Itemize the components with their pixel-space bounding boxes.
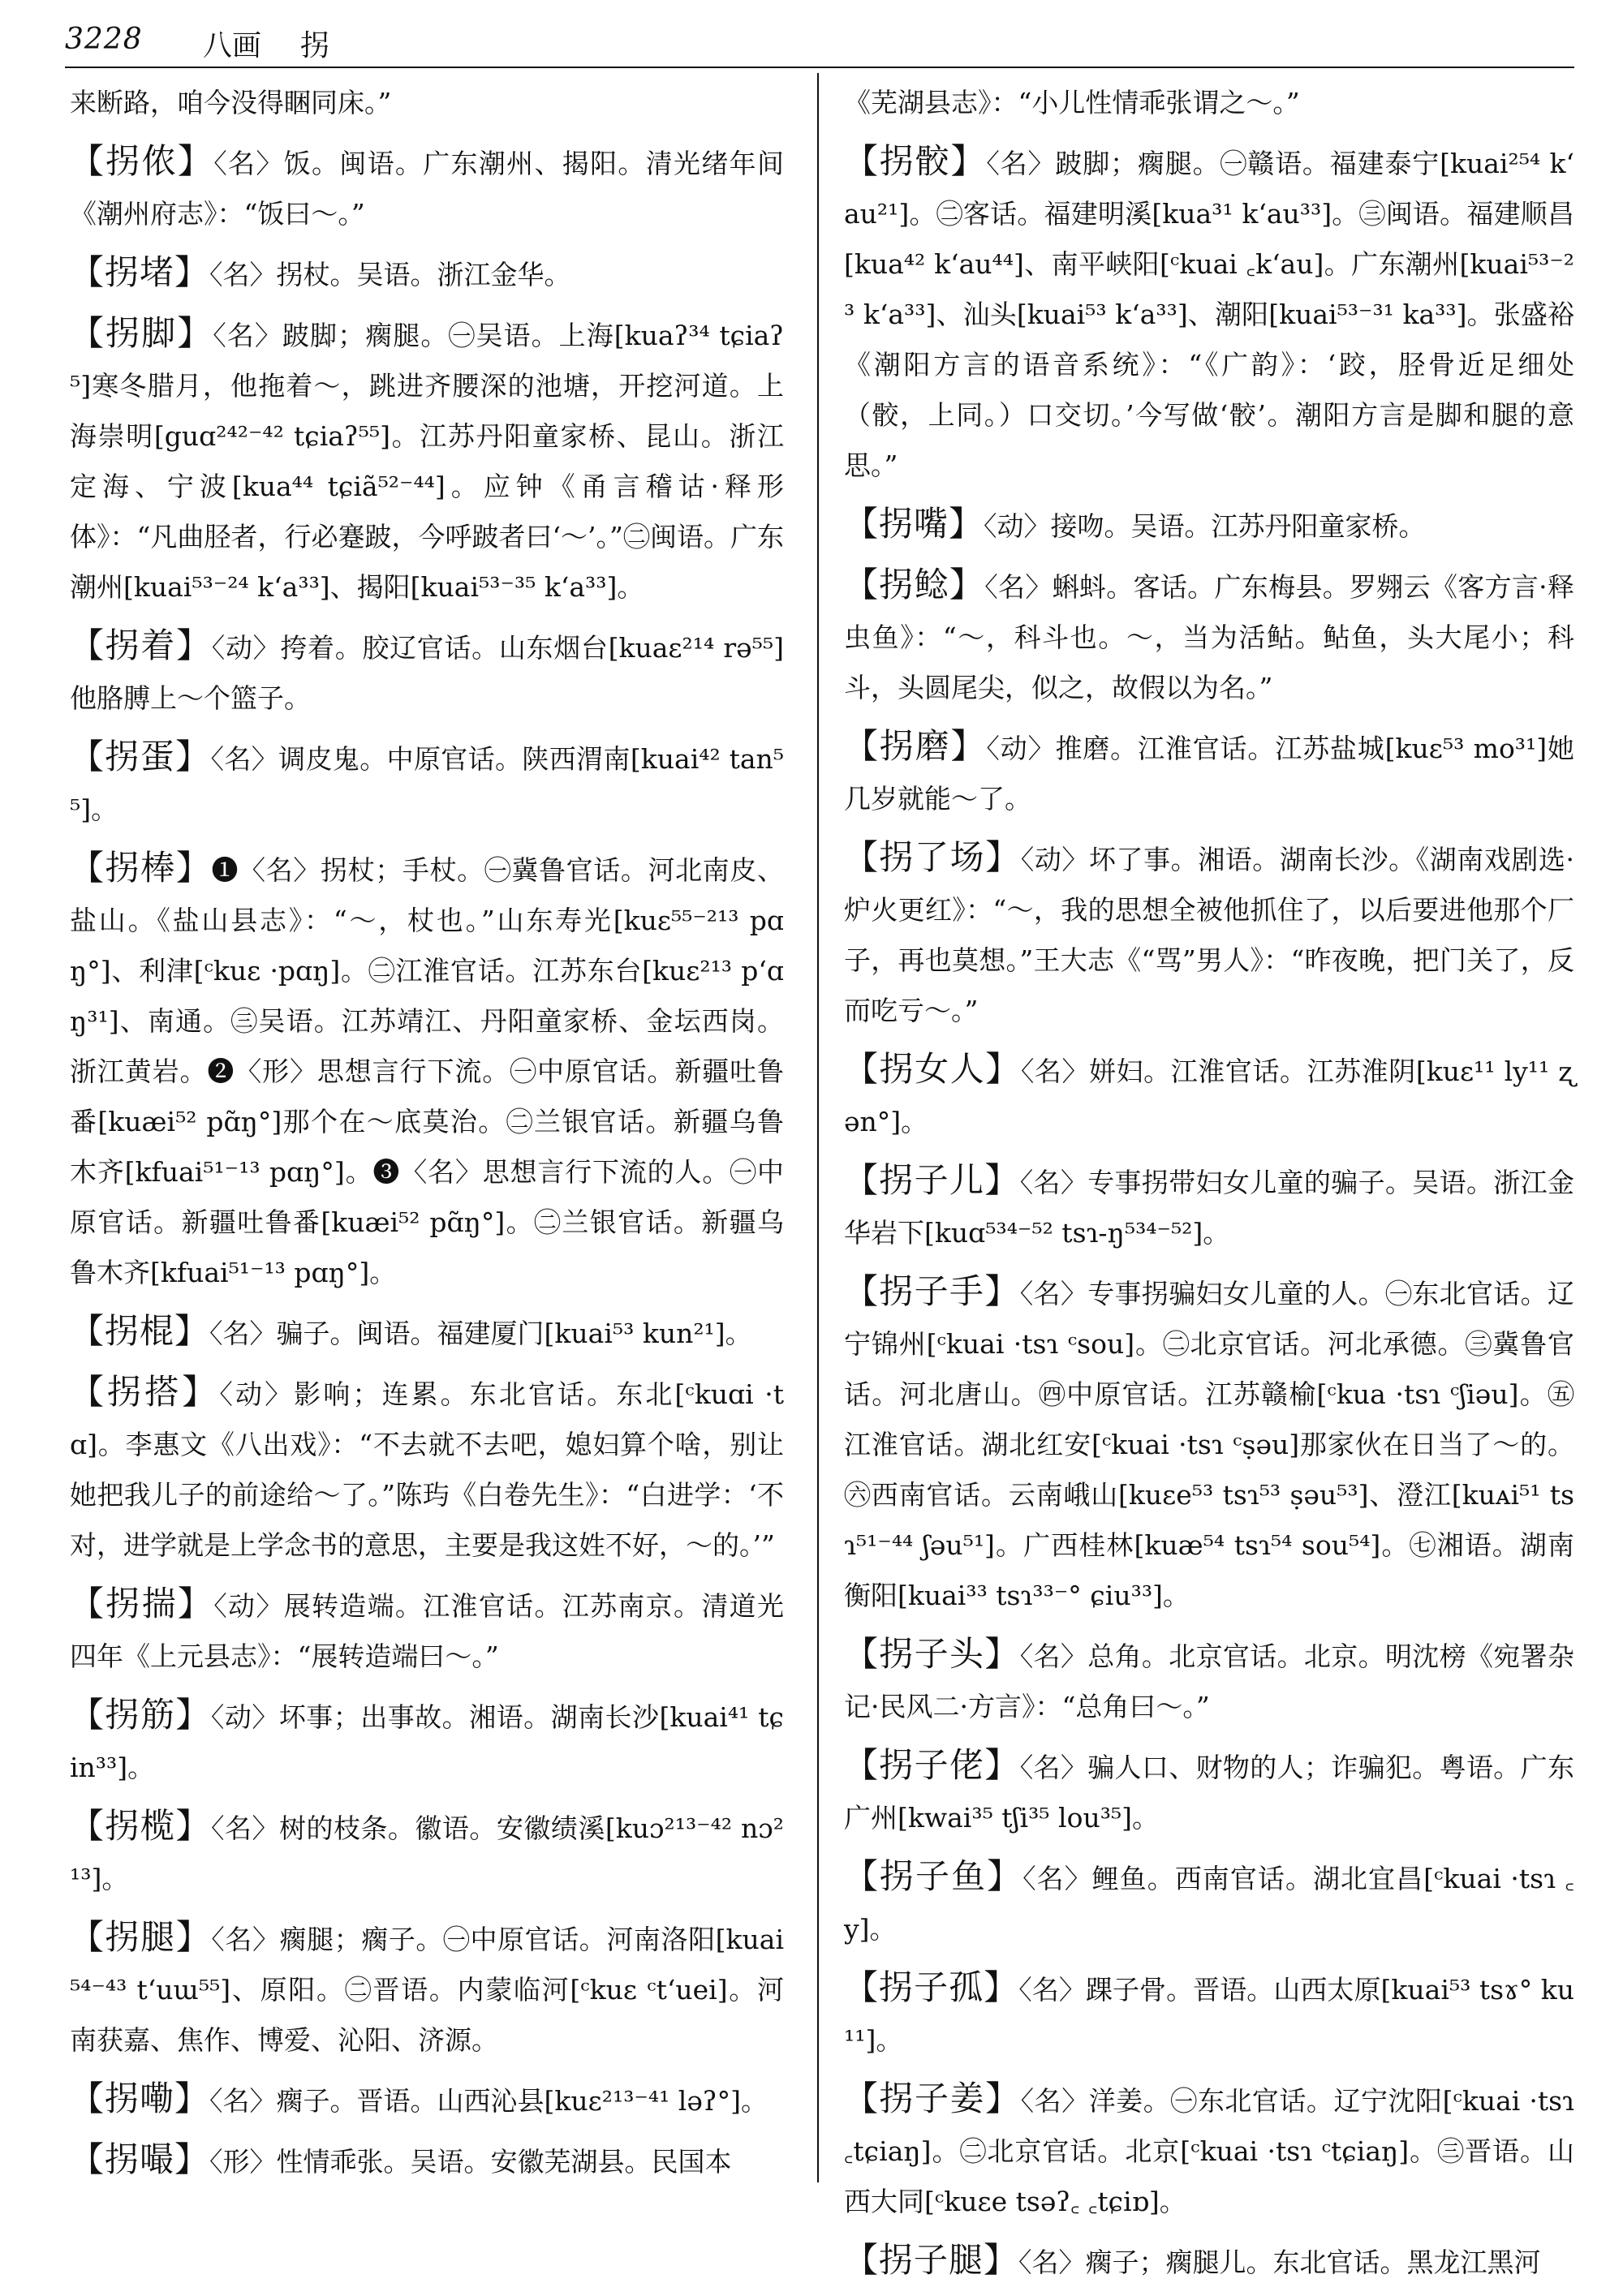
entry-definition: 〈名〉瘸腿；瘸子。㊀中原官话。河南洛阳[kuai⁵⁴⁻⁴³ tʻuɯ⁵⁵]、原阳。㊁晋语。内蒙临河[ᶜkuɛ ᶜtʻuei]。河南获嘉、焦作、博爱、沁阳、济源。 — [70, 1924, 784, 2056]
entry-definition: 〈名〉骗人口、财物的人；诈骗犯。粤语。广东广州[kwai³⁵ tʃi³⁵ lou³⁵]。 — [844, 1752, 1574, 1834]
dictionary-entry — [70, 2074, 784, 2126]
entry-definition: 〈名〉调皮鬼。中原官话。陕西渭南[kuai⁴² tan⁵⁵]。 — [70, 743, 784, 825]
dictionary-entry — [70, 1367, 784, 1571]
dictionary-entry — [844, 1266, 1574, 1621]
entry-definition: 〈动〉接吻。吴语。江苏丹阳童家桥。 — [984, 510, 1426, 542]
entry-headword: 【拐筋】 — [70, 1695, 211, 1735]
page-number: 3228 — [65, 23, 143, 56]
dictionary-entry — [844, 1963, 1574, 2066]
right-column — [844, 78, 1574, 2296]
dictionary-entry — [844, 78, 1574, 128]
entry-headword: 【拐棒】 — [70, 848, 212, 888]
dictionary-entry — [844, 721, 1574, 824]
entry-definition: 《芜湖县志》：“小儿性情乖张谓之～。” — [844, 87, 1300, 118]
entry-definition: 〈名〉跛脚；瘸腿。㊀吴语。上海[kuaʔ³⁴ tɕiaʔ⁵]寒冬腊月，他拖着～，跳进齐腰深的池塘，开挖河道。上海崇明[guɑ²⁴²⁻⁴² tɕiaʔ⁵⁵]。江苏丹阳童家桥、昆山。浙江定海、宁波[kua⁴⁴ tɕiã⁵²⁻⁴⁴]。应钟《甬言稽诂·释形体》：“凡曲胫者，行必蹇跛，今呼跛者曰‘～’。”㊁闽语。广东潮州[kuai⁵³⁻²⁴ kʻa³³]、揭阳[kuai⁵³⁻³⁵ kʻa³³]。 — [70, 320, 784, 603]
entry-definition: 〈名〉拐杖。吴语。浙江金华。 — [209, 259, 571, 290]
entry-definition: 〈名〉瘸子。晋语。山西沁县[kuɛ²¹³⁻⁴¹ ləʔ°]。 — [209, 2085, 768, 2117]
entry-headword: 【拐子孤】 — [844, 1967, 1019, 2007]
dictionary-entry — [70, 78, 784, 128]
entry-headword: 【拐蛋】 — [70, 737, 211, 776]
entry-definition: 〈名〉专事拐带妇女儿童的骗子。吴语。浙江金华岩下[kuɑ⁵³⁴⁻⁵² tsɿ-ŋ⁵³⁴⁻⁵²]。 — [844, 1167, 1574, 1249]
dictionary-entry — [844, 832, 1574, 1036]
entry-headword: 【拐腿】 — [70, 1917, 212, 1957]
dictionary-entry — [844, 1044, 1574, 1147]
dictionary-entry — [70, 2135, 784, 2187]
dictionary-entry — [844, 1851, 1574, 1954]
entry-definition: 〈名〉饭。闽语。广东潮州、揭阳。清光绪年间《潮州府志》：“饭曰～。” — [70, 148, 784, 230]
entry-definition: 〈名〉蝌蚪。客话。广东梅县。罗翙云《客方言·释虫鱼》：“～，科斗也。～，当为活鲇。鲇鱼，头大尾小；科斗，头圆尾尖，似之，故假以为名。” — [844, 571, 1574, 703]
entry-headword: 【拐子手】 — [844, 1271, 1020, 1311]
dictionary-entry — [70, 843, 784, 1298]
entry-headword: 【拐了场】 — [844, 837, 1021, 877]
entry-definition: 〈动〉推磨。江淮官话。江苏盐城[kuɛ⁵³ mo³¹]她几岁就能～了。 — [844, 733, 1574, 815]
entry-headword: 【拐榄】 — [70, 1806, 211, 1846]
entry-definition: 〈名〉姘妇。江淮官话。江苏淮阴[kuɛ¹¹ ly¹¹ ʐən°]。 — [844, 1056, 1574, 1137]
entry-definition: 〈名〉踝子骨。晋语。山西太原[kuai⁵³ tsɤ° ku¹¹]。 — [844, 1974, 1574, 2056]
dictionary-entry — [844, 499, 1574, 552]
dictionary-entry — [70, 732, 784, 835]
entry-headword: 【拐子鱼】 — [844, 1856, 1023, 1896]
entry-definition: 〈名〉树的枝条。徽语。安徽绩溪[kuɔ²¹³⁻⁴² nɔ²¹³]。 — [70, 1812, 784, 1894]
entry-headword: 【拐骹】 — [844, 141, 987, 181]
dictionary-entry — [70, 247, 784, 300]
dictionary-entry — [70, 1306, 784, 1359]
entry-headword: 【拐侬】 — [70, 141, 214, 181]
column-divider — [817, 73, 819, 2182]
dictionary-entry — [844, 136, 1574, 491]
entry-definition: 〈名〉骗子。闽语。福建厦门[kuai⁵³ kun²¹]。 — [209, 1318, 752, 1349]
entry-headword: 【拐子腿】 — [844, 2240, 1019, 2280]
dictionary-entry — [844, 2074, 1574, 2227]
left-column — [70, 78, 784, 2195]
entry-headword: 【拐子姜】 — [844, 2079, 1021, 2118]
entry-definition: 〈动〉坏事；出事故。湘语。湖南长沙[kuai⁴¹ tɕin³³]。 — [70, 1701, 784, 1783]
entry-definition: 〈名〉瘸子；瘸腿儿。东北官话。黑龙江黑河 — [1018, 2247, 1541, 2278]
section-label: 八画 — [203, 29, 262, 62]
header-character: 拐 — [300, 29, 330, 62]
entry-definition: 〈名〉总角。北京官话。北京。明沈榜《宛署杂记·民风二·方言》：“总角曰～。” — [844, 1640, 1574, 1722]
dictionary-entry — [70, 136, 784, 239]
entry-headword: 【拐棍】 — [70, 1311, 210, 1351]
entry-headword: 【拐揣】 — [70, 1584, 214, 1623]
entry-headword: 【拐着】 — [70, 626, 212, 665]
entry-definition: 〈形〉性情乖张。吴语。安徽芜湖县。民国本 — [209, 2146, 732, 2178]
entry-definition: ❶〈名〉拐杖；手杖。㊀冀鲁官话。河北南皮、盐山。《盐山县志》：“～，杖也。”山东寿光[kuɛ⁵⁵⁻²¹³ pɑŋ°]、利津[ᶜkuɛ ·pɑŋ]。㊁江淮官话。江苏东台[kuɛ²¹³ pʻɑŋ³¹]、南通。㊂吴语。江苏靖江、丹阳童家桥、金坛西岗。浙江黄岩。❷〈形〉思想言行下流。㊀中原官话。新疆吐鲁番[kuæi⁵² pɑ̃ŋ°]那个在～底莫治。㊁兰银官话。新疆乌鲁木齐[kfuai⁵¹⁻¹³ pɑŋ°]。❸〈名〉思想言行下流的人。㊀中原官话。新疆吐鲁番[kuæi⁵² pɑ̃ŋ°]。㊁兰银官话。新疆乌鲁木齐[kfuai⁵¹⁻¹³ pɑŋ°]。 — [70, 854, 784, 1288]
header-rule — [65, 67, 1574, 68]
dictionary-entry — [844, 560, 1574, 713]
page-header — [65, 23, 1574, 68]
entry-headword: 【拐嘬】 — [70, 2139, 210, 2179]
dictionary-entry — [844, 1629, 1574, 1732]
entry-definition: 〈名〉跛脚；瘸腿。㊀赣语。福建泰宁[kuai²⁵⁴ kʻau²¹]。㊁客话。福建明溪[kua³¹ kʻau³³]。㊂闽语。福建顺昌[kua⁴² kʻau⁴⁴]、南平峡阳[ᶜkuai ꜀kʻau]。广东潮州[kuai⁵³⁻²³ kʻa³³]、汕头[kuai⁵³ kʻa³³]、潮阳[kuai⁵³⁻³¹ ka³³]。张盛裕《潮阳方言的语音系统》：“《广韵》：‘跤，胫骨近足细处（骹，上同。）口交切。’今写做‘骹’。潮阳方言是脚和腿的意思。” — [844, 148, 1574, 481]
entry-headword: 【拐堵】 — [70, 252, 210, 292]
entry-headword: 【拐鲶】 — [844, 565, 985, 604]
dictionary-entry — [70, 308, 784, 613]
dictionary-entry — [70, 1579, 784, 1682]
entry-definition: 〈动〉坏了事。湘语。湖南长沙。《湖南戏剧选·炉火更红》：“～，我的思想全被他抓住了，以后要进他那个厂子，再也莫想。”王大志《“骂”男人》：“昨夜晚，把门关了，反而吃亏～。” — [844, 844, 1574, 1026]
entry-headword: 【拐嘴】 — [844, 504, 984, 544]
dictionary-entry — [844, 1155, 1574, 1258]
entry-headword: 【拐子儿】 — [844, 1160, 1020, 1200]
entry-definition: 〈动〉展转造端。江淮官话。江苏南京。清道光四年《上元县志》：“展转造端曰～。” — [70, 1590, 784, 1672]
dictionary-entry — [70, 1690, 784, 1793]
entry-definition: 〈动〉挎着。胶辽官话。山东烟台[kuaɛ²¹⁴ rə⁵⁵]他胳膊上～个篮子。 — [70, 632, 784, 714]
entry-definition: 〈名〉鲤鱼。西南官话。湖北宜昌[ᶜkuai ·tsɿ ꜀y]。 — [844, 1863, 1574, 1945]
entry-headword: 【拐磨】 — [844, 726, 987, 766]
dictionary-entry — [70, 1801, 784, 1904]
entry-headword: 【拐子佬】 — [844, 1745, 1020, 1785]
dictionary-entry — [70, 1912, 784, 2066]
entry-headword: 【拐子头】 — [844, 1634, 1020, 1674]
entry-headword: 【拐搭】 — [70, 1372, 220, 1412]
dictionary-entry — [844, 1740, 1574, 1843]
entry-headword: 【拐脚】 — [70, 313, 213, 353]
entry-headword: 【拐女人】 — [844, 1049, 1021, 1089]
entry-definition: 〈动〉影响；连累。东北官话。东北[ᶜkuɑi ·tɑ]。李惠文《八出戏》：“不去就不去吧，媳妇算个啥，别让她把我儿子的前途给～了。”陈玙《白卷先生》：“白进学：‘不对，进学就是上学念书的意思，主要是我这姓不好，～的。’” — [70, 1378, 784, 1561]
entry-definition: 〈名〉洋姜。㊀东北官话。辽宁沈阳[ᶜkuai ·tsɿ ꜀tɕiaŋ]。㊁北京官话。北京[ᶜkuai ·tsɿ ᶜtɕiaŋ]。㊂晋语。山西大同[ᶜkuɛe tsəʔ꜀ ꜀tɕiɒ]。 — [844, 2085, 1574, 2217]
dictionary-entry — [844, 2235, 1574, 2288]
dictionary-entry — [70, 621, 784, 724]
entry-headword: 【拐嘞】 — [70, 2079, 210, 2118]
entry-definition: 〈名〉专事拐骗妇女儿童的人。㊀东北官话。辽宁锦州[ᶜkuai ·tsɿ ᶜsou]。㊁北京官话。河北承德。㊂冀鲁官话。河北唐山。㊃中原官话。江苏赣榆[ᶜkua ·tsɿ ᶜʃiəu]。㊄江淮官话。湖北红安[ᶜkuai ·tsɿ ᶜṣəu]那家伙在日当了～的。㊅西南官话。云南峨山[kuɛe⁵³ tsɿ⁵³ ṣəu⁵³]、澄江[kuᴀi⁵¹ tsɿ⁵¹⁻⁴⁴ ʃəu⁵¹]。广西桂林[kuæ⁵⁴ tsɿ⁵⁴ sou⁵⁴]。㊆湘语。湖南衡阳[kuai³³ tsɿ³³⁻° ɕiu³³]。 — [844, 1278, 1574, 1611]
entry-definition: 来断路，咱今没得睏同床。” — [70, 87, 392, 118]
